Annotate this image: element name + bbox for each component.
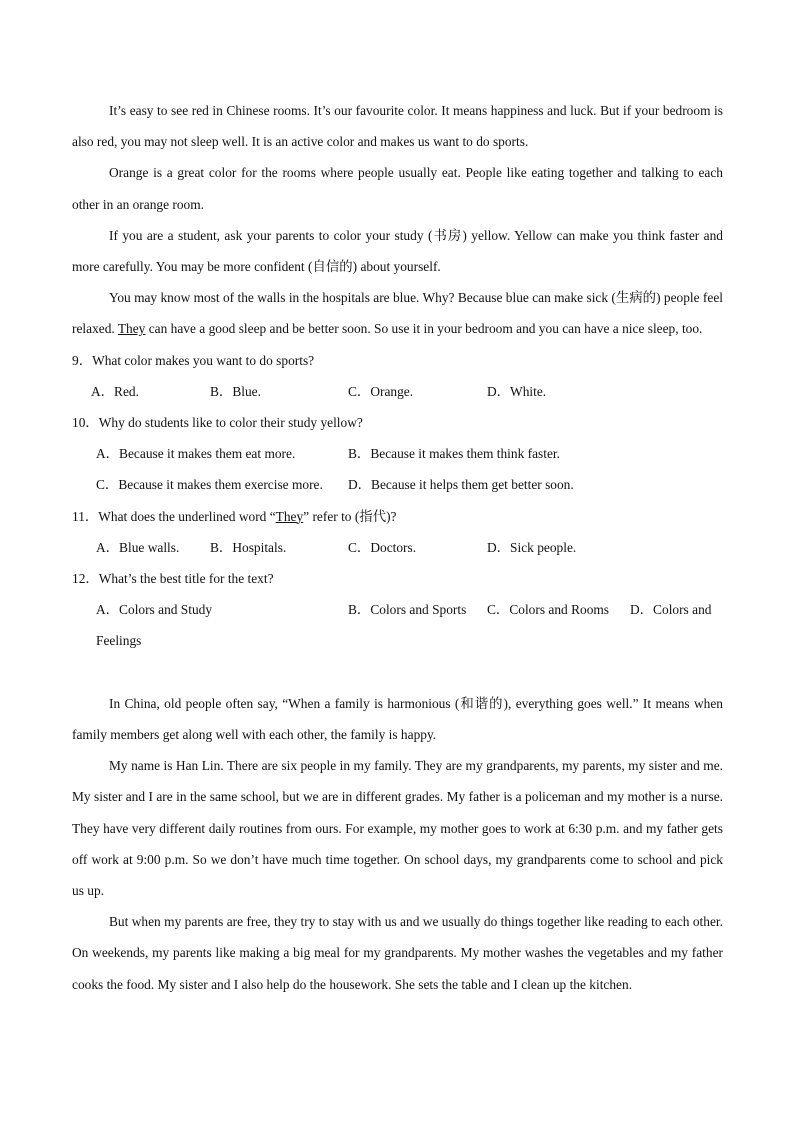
question-12-option-d[interactable]: D．Colors and [630,602,712,618]
question-9-option-c[interactable]: C．Orange. [348,383,414,399]
passage2-paragraph-3: But when my parents are free, they try to stay with us and we usually do things together like reading to each other. On weekends, my parents like making a big meal for my grandparents. My mother washes the vegetables and my father cooks the food. My sister and I also help do the housework. She sets the table and I clean up the kitchen. [72,914,723,992]
question-9-options [72,376,723,407]
passage2-paragraph-2: My name is Han Lin. There are six people in my family. They are my grandparents, my parents, my sister and me. My sister and I are in the same school, but we are in different grades. My father is a policeman and my mother is a nurse. They have very different daily routines from ours. For example, my mother goes to work at 6:30 p.m. and my father gets off work at 9:00 p.m. So we don’t have much time together. On school days, my grandparents come to school and pick us up. [72,758,723,898]
question-11-stem-start: 11．What does the underlined word “ [72,508,276,524]
question-12-option-a[interactable]: A．Colors and Study [96,602,213,618]
question-12-stem: 12．What’s the best title for the text? [72,570,274,586]
passage1-paragraph-3: If you are a student, ask your parents to color your study (书房) yellow. Yellow can make you think faster and more carefully. You may be more confident (自信的) about yourself. [72,227,723,275]
question-10-stem: 10．Why do students like to color their study yellow? [72,415,363,431]
question-9-option-a[interactable]: A．Red. [91,383,139,399]
question-12-option-b[interactable]: B．Colors and Sports [348,602,467,618]
question-11-underlined-word: They [275,508,304,524]
worksheet-page [72,95,723,1000]
question-10-option-b[interactable]: B．Because it makes them think faster. [348,446,560,462]
question-11-stem [72,501,723,532]
question-10-options-row-2 [72,469,723,500]
underlined-word-they: They [117,321,146,337]
question-12-options-wrap [72,625,723,656]
question-10-option-a[interactable]: A．Because it makes them eat more. [96,446,296,462]
question-11-option-c[interactable]: C．Doctors. [348,539,417,555]
passage1-paragraph-1: It’s easy to see red in Chinese rooms. It’s our favourite color. It means happiness and luck. But if your bedroom is also red, you may not sleep well. It is an active color and makes us want to do sports. [72,103,723,150]
question-10-option-c[interactable]: C．Because it makes them exercise more. [96,477,323,493]
question-11-option-d[interactable]: D．Sick people. [487,539,577,555]
section-spacer [72,657,723,688]
question-10-option-d[interactable]: D．Because it helps them get better soon. [348,477,574,493]
question-11-options [72,532,723,563]
question-11-stem-end: ” refer to (指代)? [303,508,397,524]
question-11-option-b[interactable]: B．Hospitals. [210,539,287,555]
question-12-option-d-continued: Feelings [96,633,142,649]
passage2-paragraph-1: In China, old people often say, “When a family is harmonious (和谐的), everything goes well.” It means when family members get along well with each other, the family is happy. [72,695,723,742]
question-10-options-row-1 [72,438,723,469]
question-9-option-d[interactable]: D．White. [487,383,547,399]
question-11-option-a[interactable]: A．Blue walls. [96,539,180,555]
passage1-paragraph-4 [72,282,723,344]
question-12-options [72,594,723,625]
question-9-stem: 9．What color makes you want to do sports? [72,352,315,368]
passage1-paragraph-2: Orange is a great color for the rooms where people usually eat. People like eating together and talking to each other in an orange room. [72,165,723,212]
question-9-option-b[interactable]: B．Blue. [210,383,261,399]
question-12-option-c[interactable]: C．Colors and Rooms [487,602,610,618]
passage1-paragraph-4-end: can have a good sleep and be better soon. So use it in your bedroom and you can have a nice sleep, too. [145,321,703,337]
passage1-paragraph-4-start: You may know most of the walls in the hospitals are blue. Why? Because blue can make sick (生病的) people feel relaxed. [72,290,723,337]
